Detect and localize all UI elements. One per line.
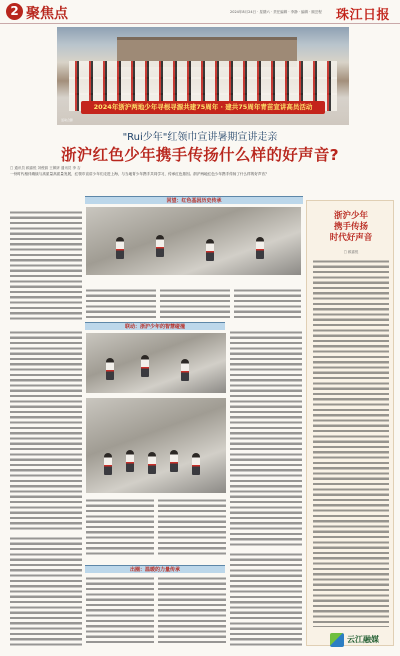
section-label: 出圈：温暖的力量传承: [129, 567, 180, 573]
body-text-column: [86, 498, 154, 556]
section-title: 聚焦点: [26, 6, 68, 22]
body-text-column: [158, 498, 226, 556]
newspaper-logo: 珠江日报: [336, 8, 391, 23]
article-photo: [86, 207, 301, 275]
banner-text: 2024年浙沪两地少年寻根寻源共建75周年 · 建共75周年青苗宣讲高员活动: [93, 103, 313, 111]
student-figure: [156, 235, 164, 257]
article-photo: [86, 333, 226, 393]
body-text-column: [86, 288, 156, 320]
body-text-column: [160, 288, 230, 320]
student-figure: [206, 239, 214, 261]
sidebar-text: [313, 259, 389, 627]
body-text-column: [10, 536, 82, 646]
student-figure: [170, 450, 178, 472]
sidebar-title: [307, 211, 395, 244]
section-label: 联动：浙沪少年的智慧碰撞: [124, 324, 185, 330]
article-byline: □ 通讯员 顾嘉悦 刘俊源 王佩妍 通讯员 李 吉: [10, 166, 81, 170]
page-header: [0, 0, 400, 24]
body-text-column: [10, 210, 82, 320]
photo-caption-lines: [86, 277, 301, 287]
student-figure: [141, 355, 149, 377]
hero-photo: [57, 27, 349, 125]
sidebar-author: □ 顾嘉悦: [343, 250, 359, 254]
brand-name: 云江融媒: [347, 635, 379, 644]
article-photo: [86, 398, 226, 493]
article-subtitle: "Rui少年"红领巾宣讲暑期宣讲走亲: [122, 132, 278, 143]
student-figure: [148, 452, 156, 474]
body-text-column: [234, 288, 301, 320]
body-text-column: [10, 330, 82, 530]
section-label: 回望：红色基因历史传承: [166, 198, 222, 204]
sidebar-title-line: 携手传扬: [333, 222, 368, 232]
student-figure: [181, 359, 189, 381]
student-figure: [256, 237, 264, 259]
student-figure: [192, 453, 200, 475]
brand-mark-icon: [330, 633, 344, 647]
body-text-column: [86, 576, 154, 646]
page-number: 2: [6, 3, 23, 20]
section-heading: [85, 196, 303, 204]
red-banner: [81, 101, 325, 114]
body-text-column: [230, 330, 302, 548]
body-text-column: [230, 552, 302, 646]
section-heading: [85, 565, 225, 573]
student-figure: [104, 453, 112, 475]
student-figure: [126, 450, 134, 472]
hero-caption: 活动合影: [61, 118, 74, 122]
body-text-column: [158, 576, 226, 646]
issue-meta: 2024年8月24日 · 星期六 · 责任编辑 · 李静 · 编辑 · 顾芸程: [230, 10, 322, 14]
section-heading: [85, 322, 225, 330]
sidebar-title-line: 时代好声音: [329, 233, 373, 243]
article-lead: 一份时代相伴赓续与高质量高质量发展，红领巾宣讲少年们走进上海，与当地青少年携手共同学习，传承红色基因。浙沪两地红色少年携手传扬了什么样的好声音？: [10, 172, 269, 176]
student-figure: [106, 358, 114, 380]
brand-logo: [330, 632, 388, 648]
sidebar-title-line: 浙沪少年: [333, 211, 368, 221]
student-figure: [116, 237, 124, 259]
article-title: 浙沪红色少年携手传扬什么样的好声音?: [61, 146, 339, 164]
commentary-sidebar: [306, 200, 394, 646]
